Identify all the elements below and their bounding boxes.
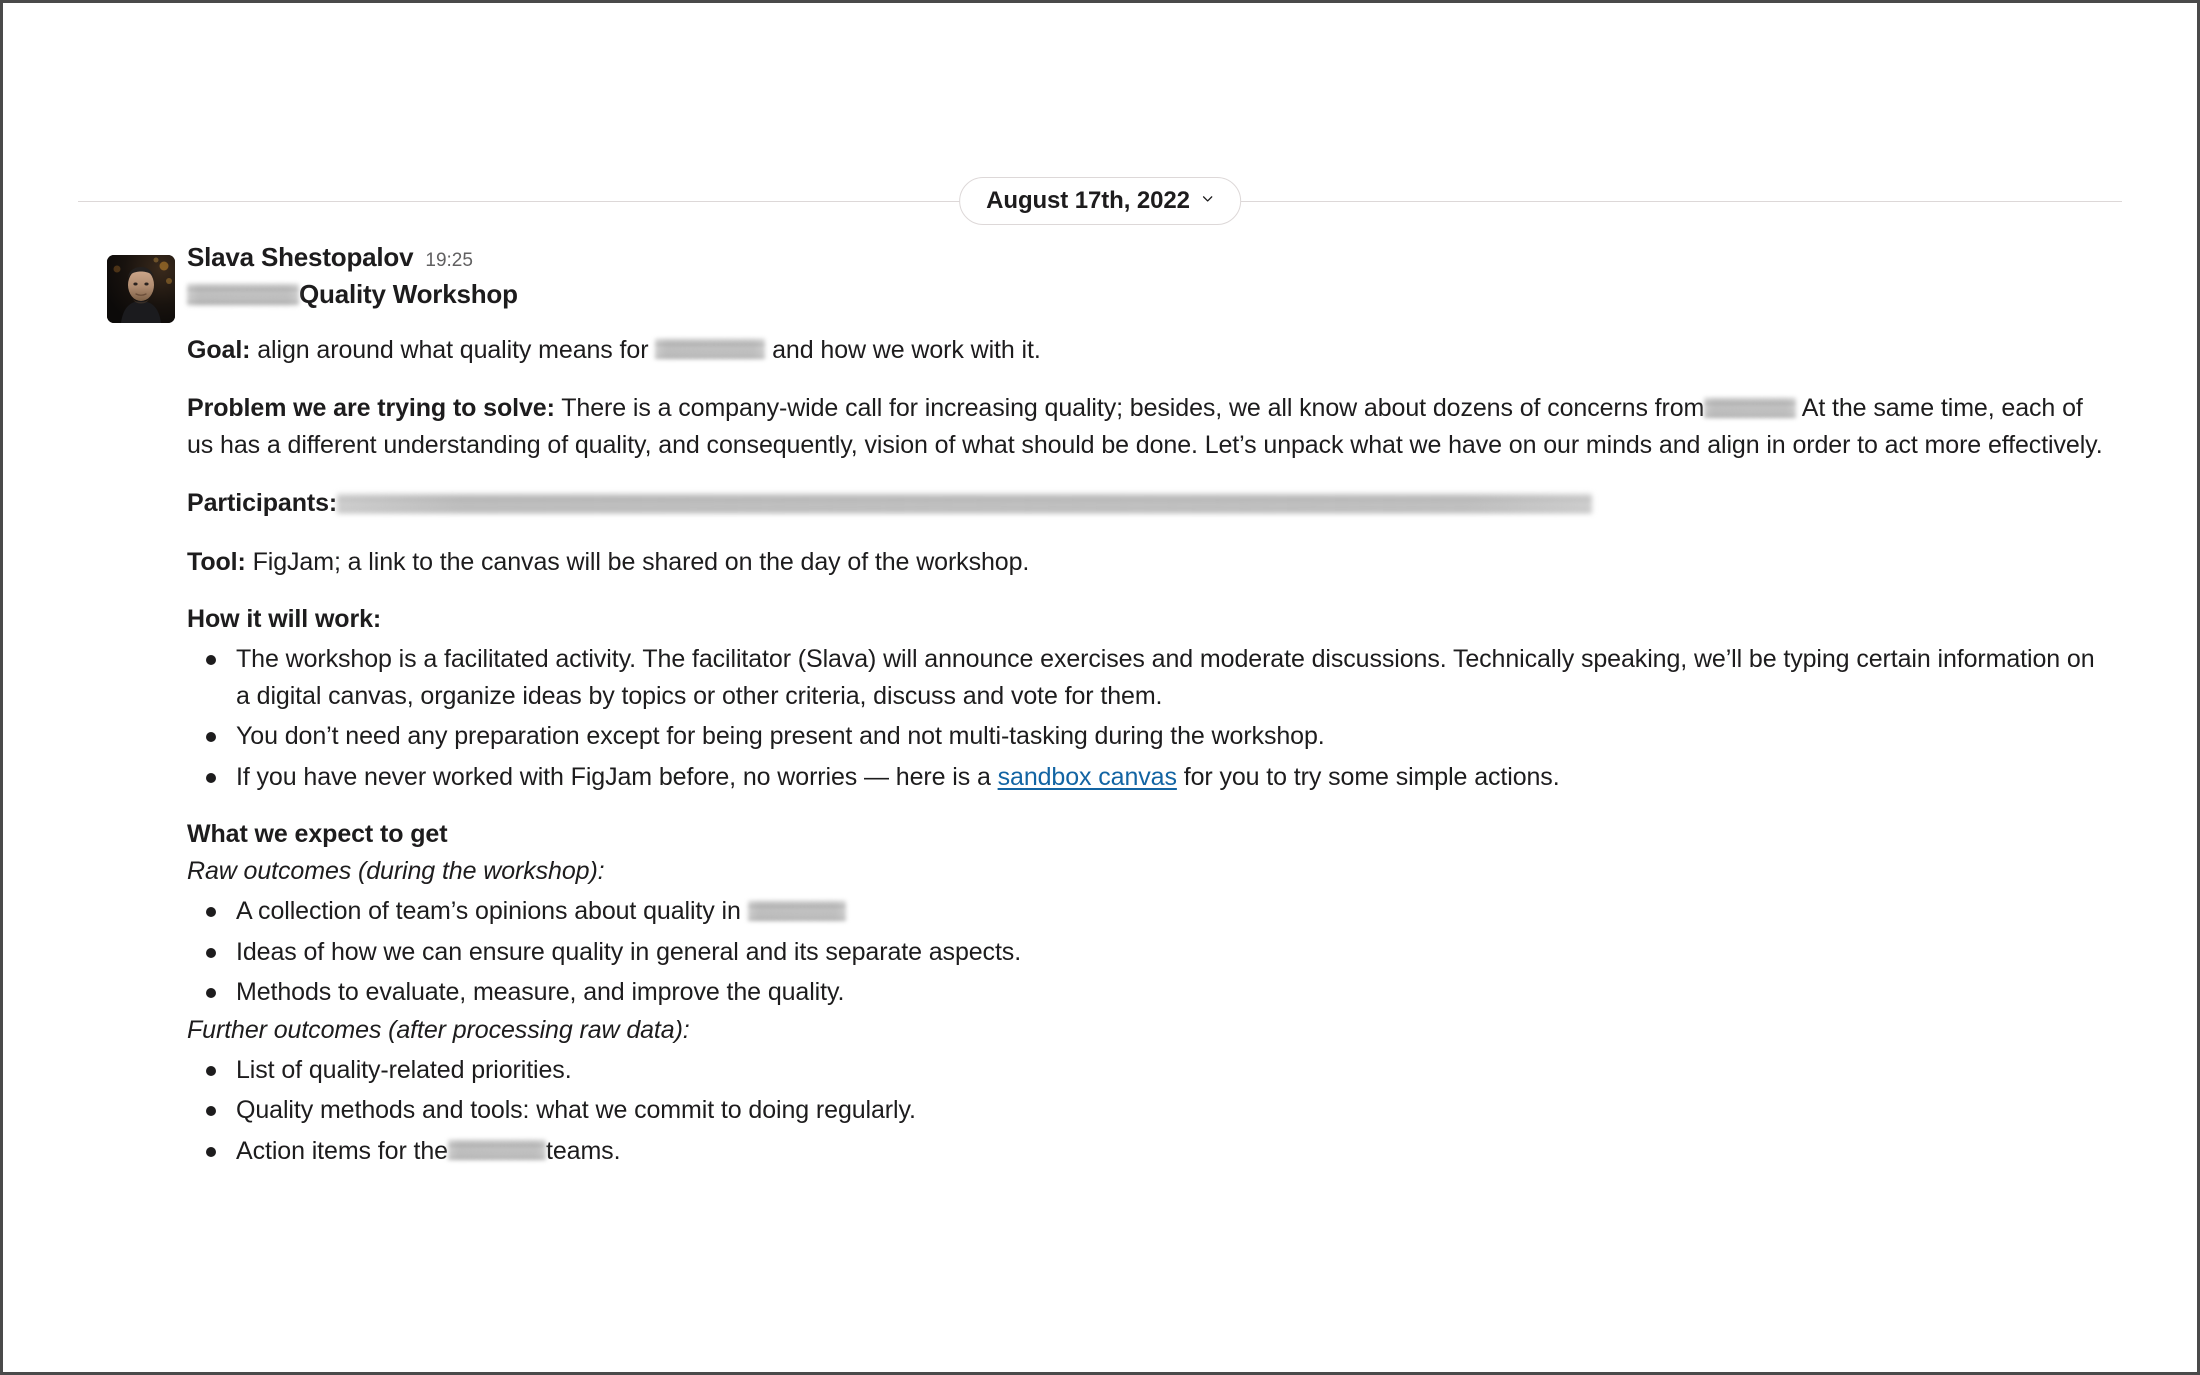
- message-title-text: Quality Workshop: [299, 278, 518, 309]
- bullet-text-after: teams.: [545, 1136, 621, 1165]
- sandbox-canvas-link[interactable]: sandbox canvas: [997, 762, 1177, 791]
- list-item: [187, 1052, 2107, 1089]
- message-header: [187, 243, 2107, 273]
- tool-text: FigJam; a link to the canvas will be shared on the day of the workshop.: [245, 547, 1030, 576]
- date-divider-label: August 17th, 2022: [986, 187, 1190, 214]
- expectations-heading: What we expect to get: [187, 820, 448, 849]
- message-timestamp[interactable]: 19:25: [425, 250, 473, 271]
- raw-outcomes-label: Raw outcomes (during the workshop):: [187, 857, 605, 886]
- redacted-block-problem: [1704, 398, 1796, 418]
- bullet-text: Quality methods and tools: what we commit to doing regularly.: [236, 1096, 916, 1125]
- message-title: [187, 279, 2107, 310]
- bullet-text-before: Action items for the: [236, 1136, 448, 1165]
- bullet-text-before: If you have never worked with FigJam before, no worries — here is a: [236, 762, 998, 791]
- tool-paragraph: [187, 544, 2107, 581]
- how-it-will-work-heading: How it will work:: [187, 605, 382, 634]
- goal-text-after: and how we work with it.: [765, 335, 1041, 364]
- message-body: [187, 243, 2107, 1169]
- list-item: [187, 641, 2107, 714]
- list-item: [187, 1092, 2107, 1129]
- chevron-down-icon: [1201, 192, 1214, 205]
- message-pane: [3, 3, 2197, 1372]
- list-item: [187, 893, 2107, 930]
- raw-outcomes-list: [187, 893, 2107, 1011]
- avatar[interactable]: [107, 255, 175, 323]
- list-item: [187, 718, 2107, 755]
- bullet-text: Ideas of how we can ensure quality in general and its separate aspects.: [236, 937, 1022, 966]
- goal-paragraph: [187, 332, 2107, 369]
- redacted-block-goal: [655, 339, 765, 359]
- problem-text-before: There is a company-wide call for increasing quality; besides, we all know about dozens of concerns from: [554, 394, 1705, 423]
- tool-label: Tool:: [187, 547, 246, 576]
- participants-label: Participants:: [187, 489, 338, 518]
- list-item: [187, 974, 2107, 1011]
- date-divider-button[interactable]: [959, 177, 1241, 225]
- goal-label: Goal:: [187, 335, 251, 364]
- how-it-will-work-list: [187, 641, 2107, 795]
- goal-text-before: align around what quality means for: [250, 335, 656, 364]
- further-outcomes-list: [187, 1052, 2107, 1170]
- further-outcomes-label: Further outcomes (after processing raw data):: [187, 1015, 690, 1044]
- bullet-text: List of quality-related priorities.: [236, 1055, 572, 1084]
- problem-text-after: At the same time, each of us has a different understanding of quality, and consequently, vision of what should be done. Let’s unpack what we have on our minds and align in order to act more effectively.: [187, 394, 2103, 459]
- bullet-text-before: A collection of team’s opinions about quality in: [236, 897, 748, 926]
- message-author[interactable]: Slava Shestopalov: [187, 242, 414, 272]
- redacted-block-participants: [337, 494, 1592, 513]
- problem-label: Problem we are trying to solve:: [187, 394, 555, 423]
- problem-paragraph: [187, 390, 2107, 463]
- bullet-text: Methods to evaluate, measure, and improve the quality.: [236, 978, 845, 1007]
- list-item: [187, 1133, 2107, 1170]
- redacted-block-collection: [748, 901, 846, 921]
- redacted-block-teams: [448, 1140, 546, 1160]
- bullet-text: You don’t need any preparation except for being present and not multi-tasking during the workshop.: [236, 722, 1325, 751]
- redacted-block-title: [187, 284, 299, 306]
- participants-paragraph: [187, 485, 2107, 522]
- list-item: [187, 759, 2107, 796]
- list-item: [187, 934, 2107, 971]
- bullet-text: The workshop is a facilitated activity. The facilitator (Slava) will announce exercises and moderate discussions. Technically speaking, we’ll be typing certain information on a digital canvas, organize ideas by topics or other criteria, discuss and vote for them.: [236, 645, 2095, 710]
- bullet-text-after: for you to try some simple actions.: [1176, 762, 1560, 791]
